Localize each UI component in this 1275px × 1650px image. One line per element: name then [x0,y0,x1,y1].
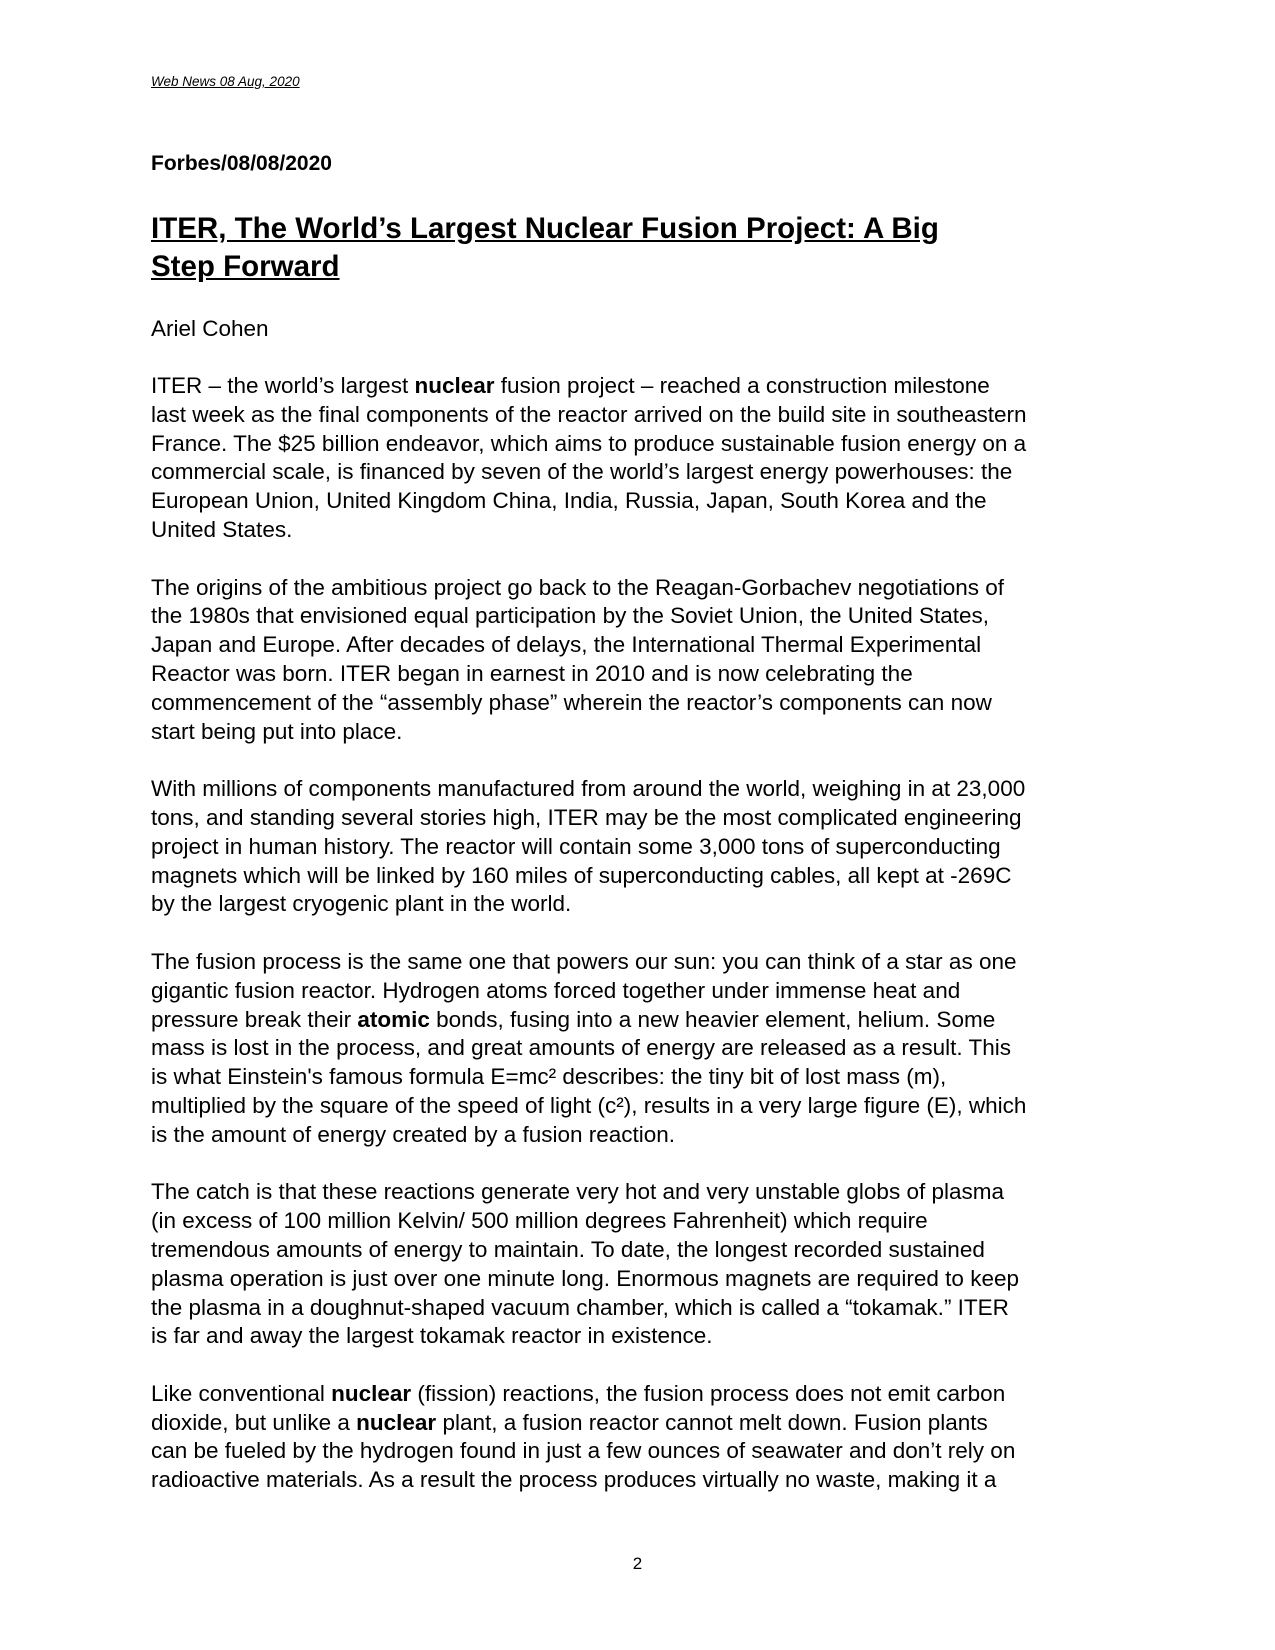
paragraph-line [151,890,1141,919]
bold-keyword: nuclear [331,1380,412,1406]
article-paragraph [151,1380,1141,1495]
paragraph-line [151,1294,1141,1323]
text-run: magnets which will be linked by 160 miles of superconducting cables, all kept at -269C [151,862,1012,888]
article-title [151,210,1081,286]
paragraph-line [151,948,1141,977]
text-run: plant, a fusion reactor cannot melt down. Fusion plants [436,1409,988,1435]
paragraph-line [151,574,1141,603]
article-paragraph [151,1178,1141,1351]
text-run: European Union, United Kingdom China, India, Russia, Japan, South Korea and the [151,488,987,514]
text-run: mass is lost in the process, and great amounts of energy are released as a result. This [151,1035,1012,1061]
article-paragraph [151,574,1141,747]
text-run: tons, and standing several stories high, ITER may be the most complicated engineering [151,804,1022,830]
paragraph-line [151,1236,1141,1265]
text-run: Like conventional [151,1380,332,1406]
text-run: pressure break their [151,1006,358,1032]
paragraph-line [151,1437,1141,1466]
paragraph-line [151,1121,1141,1150]
text-run: commencement of the “assembly phase” wherein the reactor’s components can now [151,689,992,715]
paragraph-line [151,372,1141,401]
paragraph-line [151,401,1141,430]
text-run: by the largest cryogenic plant in the world. [151,891,572,917]
title-line: ITER, The World’s Largest Nuclear Fusion Project: A Big [151,212,939,245]
paragraph-line [151,1178,1141,1207]
text-run: The origins of the ambitious project go back to the Reagan-Gorbachev negotiations of [151,574,1005,600]
text-run: tremendous amounts of energy to maintain. To date, the longest recorded sustained [151,1236,985,1262]
paragraph-line [151,1006,1141,1035]
article-paragraph [151,948,1141,1150]
text-run: can be fueled by the hydrogen found in just a few ounces of seawater and don’t rely on [151,1438,1016,1464]
paragraph-line [151,660,1141,689]
bold-keyword: nuclear [414,373,495,398]
text-run: fusion project – reached a construction milestone [494,373,990,398]
article-body [151,372,1141,1524]
article-paragraph [151,775,1141,919]
text-run: bonds, fusing into a new heavier element, helium. Some [429,1006,996,1032]
paragraph-line [151,1063,1141,1092]
paragraph-line [151,487,1141,516]
text-run: With millions of components manufactured from around the world, weighing in at 23,000 [151,776,1026,802]
paragraph-line [151,1380,1141,1409]
paragraph-line [151,1322,1141,1351]
title-line: Step Forward [151,250,340,283]
text-run: radioactive materials. As a result the process produces virtually no waste, making it a [151,1467,997,1493]
paragraph-line [151,602,1141,631]
paragraph-line [151,430,1141,459]
paragraph-line [151,689,1141,718]
text-run: is what Einstein's famous formula E=mc² describes: the tiny bit of lost mass (m), [151,1064,947,1090]
text-run: plasma operation is just over one minute long. Enormous magnets are required to keep [151,1265,1019,1291]
text-run: Reactor was born. ITER began in earnest in 2010 and is now celebrating the [151,660,913,686]
paragraph-line [151,631,1141,660]
paragraph-line [151,804,1141,833]
page-number: 2 [632,1554,643,1573]
paragraph-line [151,516,1141,545]
text-run: last week as the final components of the reactor arrived on the build site in southeastern [151,401,1027,427]
text-run: dioxide, but unlike a [151,1409,357,1435]
article-paragraph [151,372,1141,545]
text-run: commercial scale, is financed by seven of the world’s largest energy powerhouses: the [151,459,1013,485]
paragraph-line [151,1092,1141,1121]
text-run: United States. [151,516,293,542]
paragraph-line [151,1207,1141,1236]
paragraph-line [151,862,1141,891]
text-run: The fusion process is the same one that powers our sun: you can think of a star as one [151,948,1017,974]
header-label: Web News 08 Aug, 2020 [151,74,300,89]
paragraph-line [151,1034,1141,1063]
text-run: gigantic fusion reactor. Hydrogen atoms forced together under immense heat and [151,977,961,1003]
text-run: multiplied by the square of the speed of light (c²), results in a very large figure (E), which [151,1092,1027,1118]
text-run: (fission) reactions, the fusion process does not emit carbon [411,1380,1006,1406]
text-run: the plasma in a doughnut-shaped vacuum chamber, which is called a “tokamak.” ITER [151,1294,1009,1320]
paragraph-line [151,833,1141,862]
article-source: Forbes/08/08/2020 [151,152,332,175]
article-author: Ariel Cohen [151,316,269,341]
text-run: start being put into place. [151,718,403,744]
text-run: The catch is that these reactions generate very hot and very unstable globs of plasma [151,1179,1004,1205]
text-run: project in human history. The reactor will contain some 3,000 tons of superconducting [151,833,1001,859]
text-run: ITER – the world’s largest [151,373,415,398]
paragraph-line [151,718,1141,747]
text-run: the 1980s that envisioned equal participation by the Soviet Union, the United States, [151,603,990,629]
paragraph-line [151,1466,1141,1495]
paragraph-line [151,1409,1141,1438]
bold-keyword: nuclear [356,1409,437,1435]
paragraph-line [151,458,1141,487]
paragraph-line [151,977,1141,1006]
text-run: France. The $25 billion endeavor, which aims to produce sustainable fusion energy on a [151,430,1027,456]
paragraph-line [151,775,1141,804]
text-run: (in excess of 100 million Kelvin/ 500 million degrees Fahrenheit) which require [151,1208,928,1234]
text-run: is far and away the largest tokamak reactor in existence. [151,1323,713,1349]
text-run: is the amount of energy created by a fusion reaction. [151,1121,676,1147]
paragraph-line [151,1265,1141,1294]
bold-keyword: atomic [357,1006,430,1032]
text-run: Japan and Europe. After decades of delays, the International Thermal Experimental [151,632,982,658]
